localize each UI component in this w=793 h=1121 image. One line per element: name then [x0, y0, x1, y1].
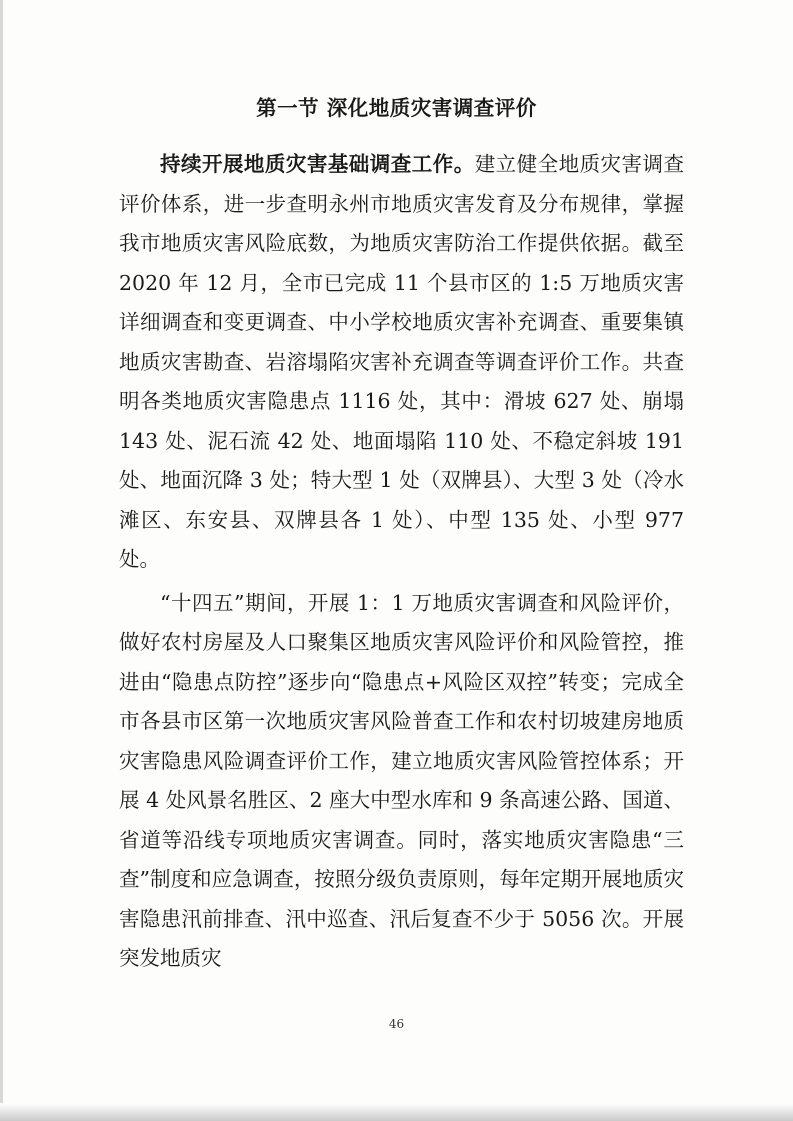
paragraph-1-lead: 持续开展地质灾害基础调查工作。	[160, 152, 475, 176]
paragraph-1	[119, 145, 684, 580]
scan-edge-left	[0, 0, 3, 1121]
section-heading: 第一节 深化地质灾害调查评价	[256, 96, 537, 120]
body-text	[119, 145, 684, 983]
paragraph-2: “十四五”期间，开展 1：1 万地质灾害调查和风险评价，做好农村房屋及人口聚集区地质灾害风险评价和风险管控，推进由“隐患点防控”逐步向“隐患点+风险区双控”转变；完成全市各县市区第一次地质灾害风险普查工作和农村切坡建房地质灾害隐患风险调查评价工作，建立地质灾害风险管控体系；开展 4 处风景名胜区、2 座大中型水库和 9 条高速公路、国道、省道等沿线专项地质灾害调查。同时，落实地质灾害隐患“三查”制度和应急调查，按照分级负责原则，每年定期开展地质灾害隐患汛前排查、汛中巡查、汛后复查不少于 5056 次。开展突发地质灾	[119, 590, 684, 970]
paragraph-1-text: 建立健全地质灾害调查评价体系，进一步查明永州市地质灾害发育及分布规律，掌握我市地质灾害风险底数，为地质灾害防治工作提供依据。截至 2020 年 12 月，全市已完成 11 个县市区的 1:5 万地质灾害详细调查和变更调查、中小学校地质灾害补充调查、重要集镇地质灾害勘查、岩溶塌陷灾害补充调查等调查评价工作。共查明各类地质灾害隐患点 1116 处，其中：滑坡 627 处、崩塌 143 处、泥石流 42 处、地面塌陷 110 处、不稳定斜坡 191 处、地面沉降 3 处；特大型 1 处（双牌县）、大型 3 处（冷水滩区、东安县、双牌县各 1 处）、中型 135 处、小型 977 处。	[119, 152, 684, 571]
page-number: 46	[388, 1017, 405, 1031]
scan-edge-bottom	[0, 1103, 793, 1121]
